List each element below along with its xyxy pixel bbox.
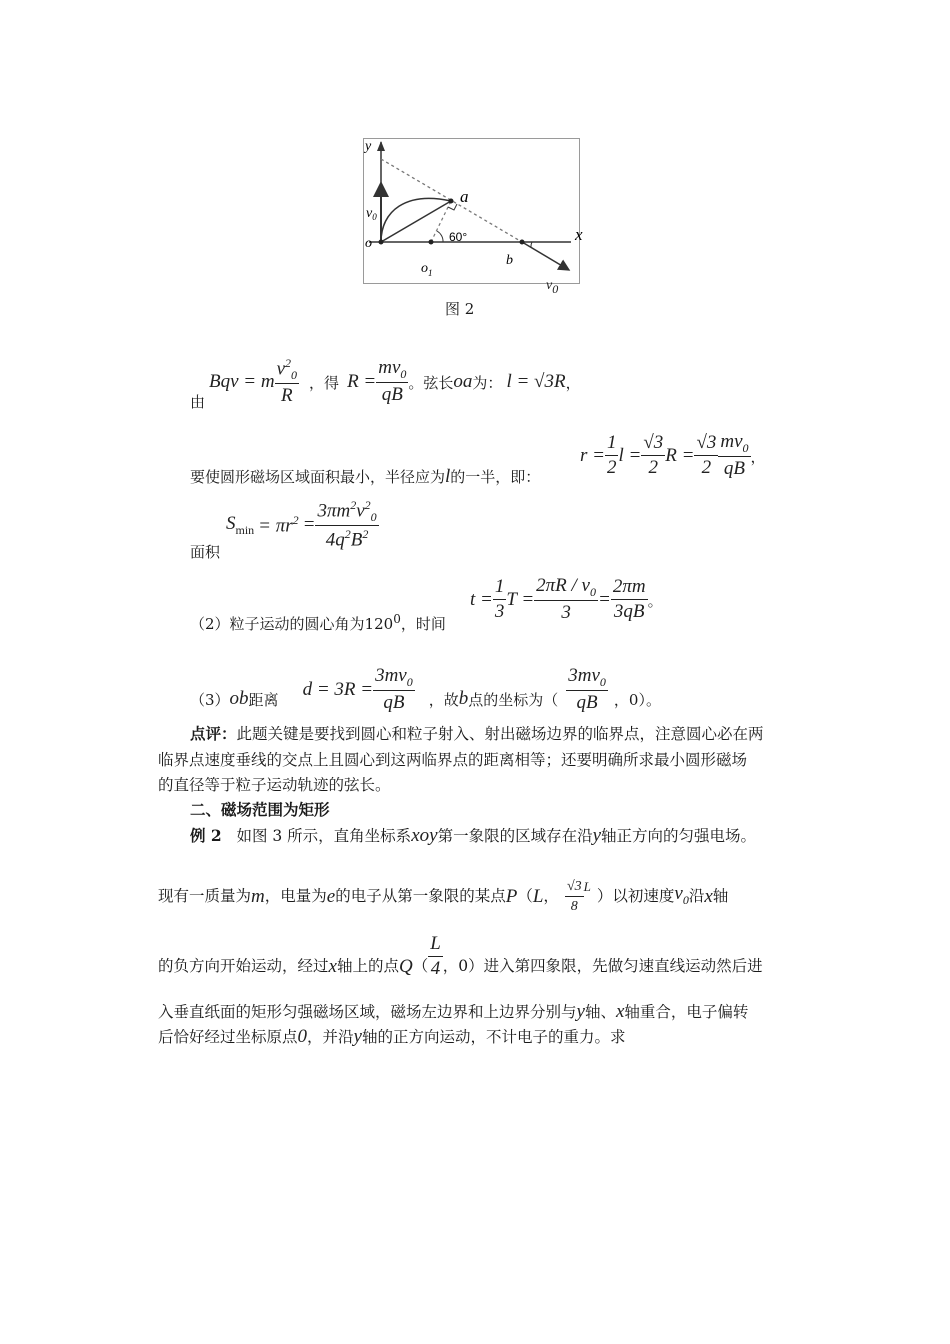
text: ，得	[309, 373, 340, 392]
formula: l = √3R	[506, 371, 566, 392]
text: 由	[190, 393, 206, 411]
example-line-1: 例 2 如图 3 所示，直角坐标系xoy第一象限的区域存在沿y轴正方向的匀强电场。	[190, 825, 757, 846]
line-1	[190, 352, 581, 412]
line-4-text: （2）粒子运动的圆心角为$120^0$，时间	[190, 612, 446, 633]
comment-line-1: 点评：此题关键是要找到圆心和粒子射入、射出磁场边界的临界点，注意圆心必在两	[190, 724, 764, 743]
section-title: 二、磁场范围为矩形	[190, 800, 330, 819]
formula: oa	[453, 371, 473, 392]
text: 。弦长	[408, 373, 454, 392]
label-y: y	[365, 139, 372, 154]
example-line-2: 现有一质量为 m ，电量为 e 的电子从第一象限的某点 P （ L ， $\frac{√3}{8}$ L ）以初速度 $v_0$ 沿 x 轴	[158, 879, 729, 914]
chord-oa	[381, 201, 451, 242]
label-a: a	[460, 187, 469, 206]
line-2-formula: r = $\frac{1}{2}$ l = $\frac{√3}{2}$ R = $\frac{√3}{2}$ $\frac{mv_0}{qB}$ ，	[580, 431, 766, 480]
label-angle: 60°	[449, 230, 468, 244]
label-v0-left: $v_0$	[366, 206, 377, 222]
comment-line-2: 临界点速度垂线的交点上且圆心到这两临界点的距离相等；还要明确所求最小圆形磁场	[158, 751, 748, 769]
line-2-text: 要使圆形磁场区域面积最小，半径应为l的一半，即：	[190, 466, 541, 487]
text: ，	[565, 373, 581, 392]
fraction: $\frac{v^2_0}{R}$	[276, 355, 298, 407]
label-x: x	[575, 225, 583, 244]
line-3-lead: 面积	[190, 543, 221, 561]
label-b: b	[506, 253, 513, 268]
example-line-4: 入垂直纸面的矩形匀强磁场区域，磁场左边界和上边界分别与y轴、x轴重合，电子偏转	[158, 1001, 749, 1022]
example-line-3: 的负方向开始运动，经过 x 轴上的点 Q （ $\frac{L}{4}$ ，0）进入第四象限，先做匀速直线运动然后进	[158, 933, 763, 980]
fraction: $\frac{mv_0}{qB}$	[378, 357, 407, 406]
formula: Bqv = m	[209, 371, 275, 392]
text: 为：	[472, 373, 503, 392]
line-4-formula: t = $\frac{1}{3}$ T = $\frac{2\pi R / v_0}{3}$ = $\frac{2\pi m}{3qB}$ 。	[470, 575, 663, 624]
label-o: o	[365, 236, 372, 251]
line-5: （3） ob 距离 d = 3R = $\frac{3mv_0}{qB}$ ，故 b 点的坐标为（ $\frac{3mv_0}{qB}$ ，0）。	[190, 665, 661, 714]
label-o1: $o_1$	[421, 261, 433, 278]
example-line-5: 后恰好经过坐标原点0，并沿y轴的正方向运动，不计电子的重力。求	[158, 1026, 626, 1047]
formula: R =	[347, 371, 377, 392]
v0-arrow-exit	[522, 242, 569, 270]
figure-2	[363, 138, 583, 284]
magnetic-field-diagram	[364, 139, 583, 283]
comment-line-3: 的直径等于粒子运动轨迹的弦长。	[158, 776, 391, 794]
line-3-formula: $S_{min}$ = $\pi r^2$ = $\frac{3\pi m^2v^2_0}{4q^2B^2}$	[226, 497, 377, 551]
label-v0-right: $v_0$	[546, 278, 559, 296]
figure-caption: 图 2	[445, 300, 475, 318]
